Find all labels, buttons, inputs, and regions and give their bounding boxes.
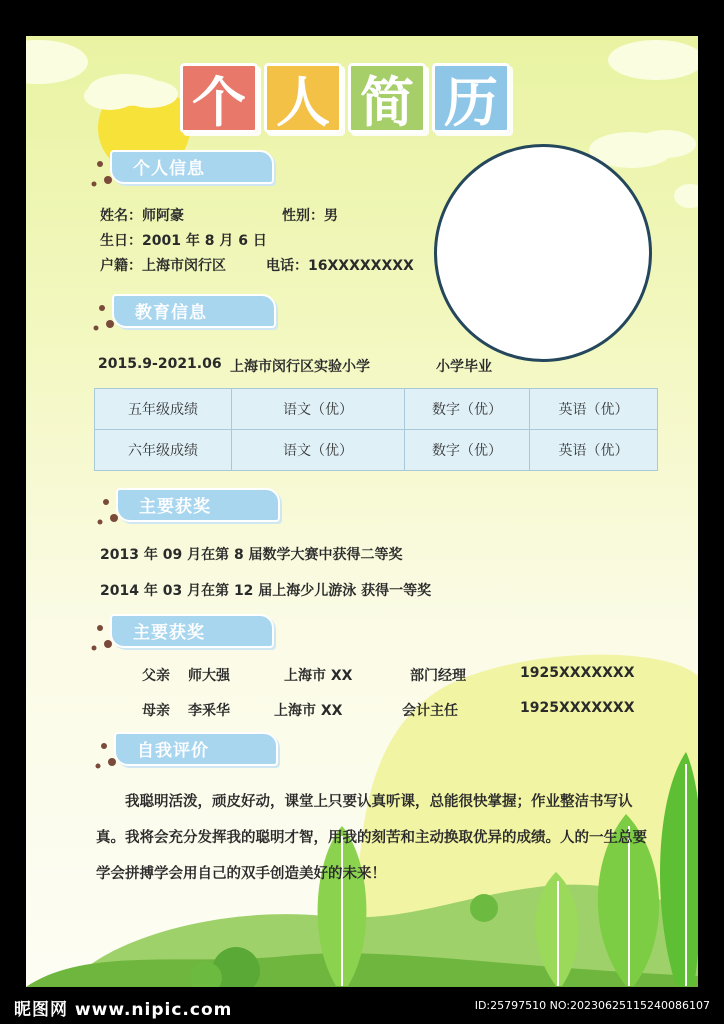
table-cell: 语文（优） — [232, 430, 405, 471]
section-title: 个人信息 — [133, 159, 205, 179]
title-char-2: 人 — [264, 63, 342, 133]
section-title: 主要获奖 — [133, 623, 205, 643]
education-status: 小学毕业 — [436, 359, 492, 375]
table-cell: 数字（优） — [405, 389, 530, 430]
family-job: 部门经理 — [410, 668, 466, 684]
table-cell: 英语（优） — [530, 430, 658, 471]
family-name: 李釆华 — [188, 703, 230, 719]
image-id: ID:25797510 NO:20230625115240086107 — [474, 999, 710, 1012]
gender-field: 性别：男 — [282, 208, 338, 224]
section-header-personal — [100, 146, 280, 186]
birthday-field: 生日：2001 年 8 月 6 日 — [100, 233, 267, 249]
section-title: 主要获奖 — [139, 497, 211, 517]
education-period: 2015.9-2021.06 — [98, 356, 222, 372]
section-title: 教育信息 — [135, 303, 207, 323]
table-cell: 英语（优） — [530, 389, 658, 430]
flower-icon — [94, 492, 124, 532]
hukou-field: 户籍：上海市闵行区 — [100, 258, 226, 274]
self-evaluation-text: 我聪明活泼，顽皮好动，课堂上只要认真听课，总能很快掌握；作业整洁书写认真。我将会充分发挥我的聪明才智，用我的刻苦和主动换取优异的成绩。人的一生总要学会拼搏学会用自己的双手创造美好的未来！ — [96, 794, 647, 882]
family-name: 师大强 — [188, 668, 230, 684]
flower-icon — [92, 736, 122, 776]
section-title: 自我评价 — [137, 741, 209, 761]
table-cell: 语文（优） — [232, 389, 405, 430]
watermark-bar — [0, 987, 724, 1024]
family-relation: 母亲 — [142, 703, 170, 719]
family-city: 上海市 XX — [274, 703, 343, 719]
site-url[interactable]: www.nipic.com — [74, 1000, 233, 1020]
family-phone: 1925XXXXXXX — [520, 700, 635, 716]
logo-text: 昵图网 — [14, 1000, 68, 1020]
title-char-4: 历 — [432, 63, 510, 133]
title-char-1: 个 — [180, 63, 258, 133]
award-item: 2013 年 09 月在第 8 届数学大赛中获得二等奖 — [100, 547, 403, 563]
resume-title — [180, 63, 510, 133]
table-cell: 六年级成绩 — [95, 430, 232, 471]
table-row — [95, 389, 658, 430]
photo-placeholder[interactable] — [434, 144, 652, 362]
flower-icon — [90, 298, 120, 338]
education-school: 上海市闵行区实验小学 — [230, 359, 370, 375]
section-header-awards — [106, 484, 286, 524]
family-relation: 父亲 — [142, 668, 170, 684]
flower-icon — [88, 618, 118, 658]
title-char-3: 简 — [348, 63, 426, 133]
name-field: 姓名：师阿豪 — [100, 208, 184, 224]
table-cell: 数字（优） — [405, 430, 530, 471]
family-job: 会计主任 — [402, 703, 458, 719]
flower-icon — [88, 154, 118, 194]
table-cell: 五年级成绩 — [95, 389, 232, 430]
grades-table — [94, 388, 658, 471]
table-row — [95, 430, 658, 471]
section-header-self — [104, 728, 284, 768]
section-header-education — [102, 290, 282, 330]
family-phone: 1925XXXXXXX — [520, 665, 635, 681]
family-city: 上海市 XX — [284, 668, 353, 684]
award-item: 2014 年 03 月在第 12 届上海少儿游泳 获得一等奖 — [100, 583, 432, 599]
site-logo — [14, 995, 232, 1020]
phone-field: 电话：16XXXXXXXX — [266, 258, 414, 274]
section-header-family — [100, 610, 280, 650]
resume-page — [26, 36, 698, 987]
